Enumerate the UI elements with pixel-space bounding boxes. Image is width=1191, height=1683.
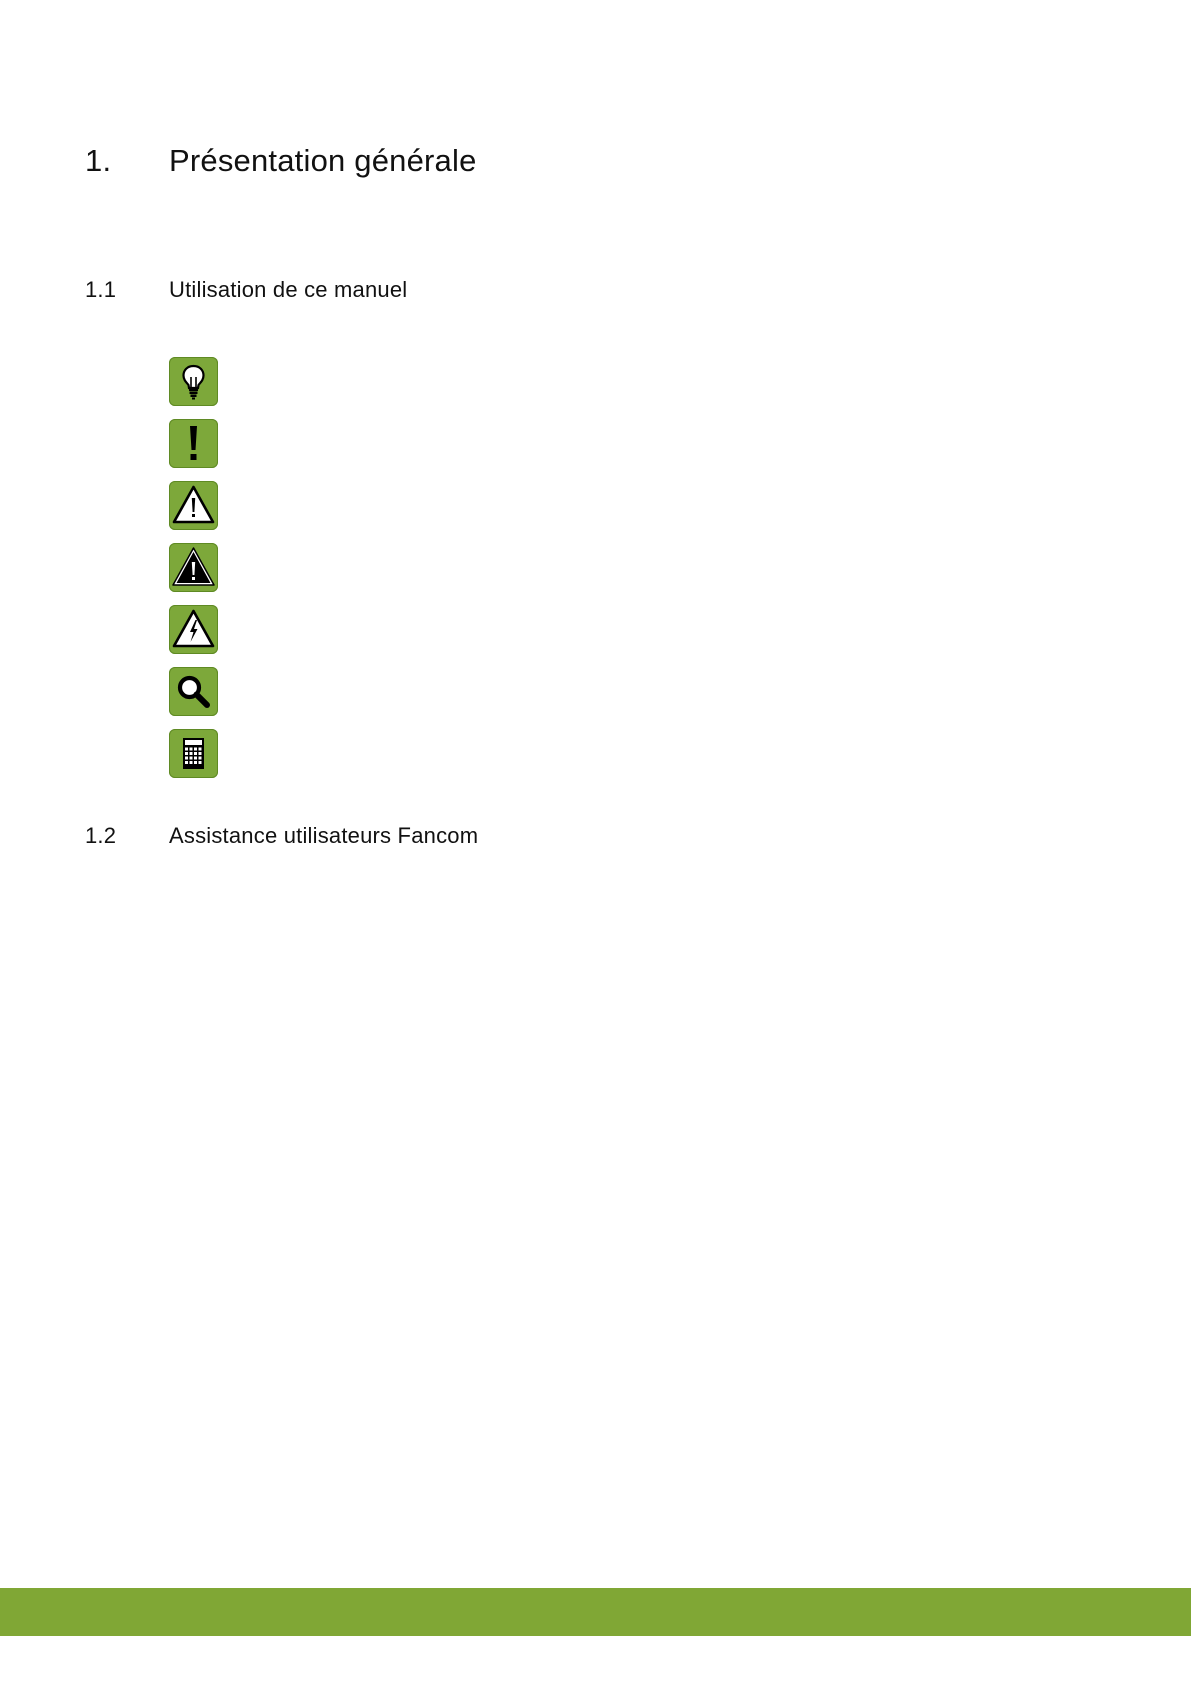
section-heading-1-1 bbox=[85, 277, 407, 303]
electric-hazard-icon bbox=[169, 605, 218, 654]
warning-solid-icon bbox=[169, 543, 218, 592]
section-number: 1.1 bbox=[85, 277, 117, 302]
section-title: Assistance utilisateurs Fancom bbox=[169, 823, 479, 848]
chapter-heading bbox=[85, 143, 477, 179]
chapter-title: Présentation générale bbox=[169, 143, 477, 178]
icon-legend-list bbox=[169, 357, 218, 791]
warning-outline-icon bbox=[169, 481, 218, 530]
magnifier-icon bbox=[169, 667, 218, 716]
lightbulb-icon bbox=[169, 357, 218, 406]
chapter-number: 1. bbox=[85, 143, 112, 178]
footer-bar bbox=[0, 1588, 1191, 1636]
calculator-icon bbox=[169, 729, 218, 778]
section-heading-1-2 bbox=[85, 823, 478, 849]
section-title: Utilisation de ce manuel bbox=[169, 277, 408, 302]
exclamation-icon bbox=[169, 419, 218, 468]
section-number: 1.2 bbox=[85, 823, 117, 848]
